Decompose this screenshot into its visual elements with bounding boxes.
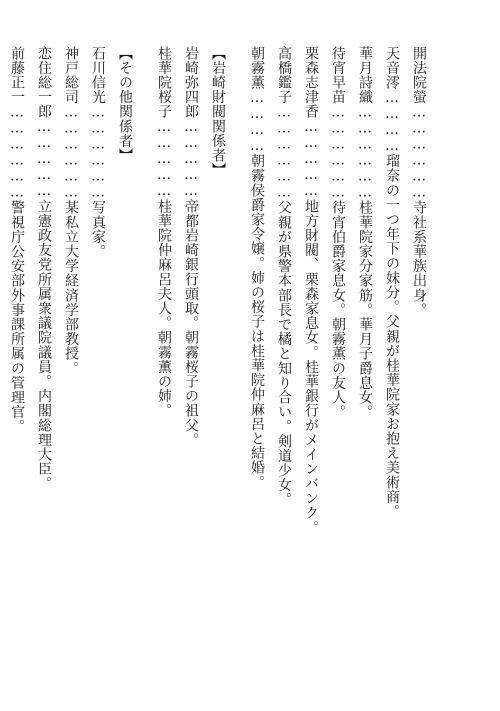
character-entry <box>351 46 378 606</box>
character-description: 写真家。 <box>90 200 106 259</box>
character-name: 石川信光 <box>90 46 106 105</box>
character-description: 帝都岩崎銀行頭取。朝霧桜子の祖父。 <box>183 199 199 448</box>
leader-dots: ……………… <box>9 104 25 201</box>
character-description: 朝霧侯爵家令嬢。姉の桜子は桂華院仲麻呂と結婚。 <box>249 153 265 490</box>
character-entry <box>0 46 3 606</box>
character-description: 寺社系華族出身。 <box>411 200 427 318</box>
character-description: 警視庁公安部外事課所属の管理官。 <box>9 200 25 435</box>
character-description: 待宵伯爵家息女。朝霧薫の友人。 <box>330 200 346 420</box>
character-description: 立憲政友党所属衆議院議員。内閣総理大臣。 <box>36 199 52 491</box>
character-entry <box>297 46 324 606</box>
character-name: 栗森志津香 <box>303 46 319 119</box>
leader-dots: …………… <box>36 119 52 199</box>
leader-dots: ……………… <box>63 104 79 201</box>
section-gap <box>138 46 150 606</box>
character-entry <box>3 46 30 606</box>
character-name: 朝霧薫 <box>249 46 265 90</box>
character-entry <box>84 46 111 606</box>
leader-dots: …………… <box>183 119 199 199</box>
character-name: 桂華院桜子 <box>156 46 172 119</box>
character-entry <box>270 46 297 606</box>
character-name: 待宵早苗 <box>330 46 346 105</box>
leader-dots: ……………… <box>90 104 106 201</box>
section-gap <box>231 46 243 606</box>
character-name: 高橋鑑子 <box>276 46 292 105</box>
leader-dots: ………… <box>249 89 265 154</box>
character-name: 天音澪 <box>384 46 400 90</box>
leader-dots: ………… <box>384 89 400 154</box>
vertical-text-column-block <box>0 46 432 606</box>
character-entry <box>405 46 432 606</box>
character-name: 華月詩織 <box>357 46 373 105</box>
character-description: 桂華院仲麻呂夫人。朝霧薫の姉。 <box>156 199 172 418</box>
character-entry <box>324 46 351 606</box>
character-name: 前藤正一 <box>9 46 25 105</box>
character-name: 神戸総司 <box>63 46 79 105</box>
character-entry <box>378 46 405 606</box>
character-description: 瑠奈の一つ年下の妹分。父親が桂華院家お抱え美術商。 <box>384 153 400 519</box>
character-description: 地方財閥、栗森家息女。桂華銀行がメインバンク。 <box>303 199 319 535</box>
character-entry <box>57 46 84 606</box>
character-name: 恋住総一郎 <box>36 46 52 119</box>
character-entry <box>177 46 204 606</box>
section-heading: 【その他関係者】 <box>117 46 133 163</box>
character-description: 父親が県警本部長で橘と知り合い。剣道少女。 <box>276 200 292 508</box>
leader-dots: …………… <box>303 119 319 199</box>
character-description: 某私立大学経済学部教授。 <box>63 200 79 376</box>
leader-dots: ……………… <box>357 104 373 201</box>
character-entry <box>150 46 177 606</box>
character-description: 桂華院家分家筋。華月子爵息女。 <box>357 200 373 420</box>
character-entry <box>243 46 270 606</box>
section-heading: 【岩崎財閥関係者】 <box>210 46 226 178</box>
character-name: 岩崎弥四郎 <box>183 46 199 119</box>
character-name: 開法院螢 <box>411 46 427 105</box>
leader-dots: ……………… <box>276 104 292 201</box>
leader-dots: …………… <box>156 119 172 199</box>
character-entry <box>30 46 57 606</box>
leader-dots: ……………… <box>330 104 346 201</box>
leader-dots: ……………… <box>411 104 427 201</box>
